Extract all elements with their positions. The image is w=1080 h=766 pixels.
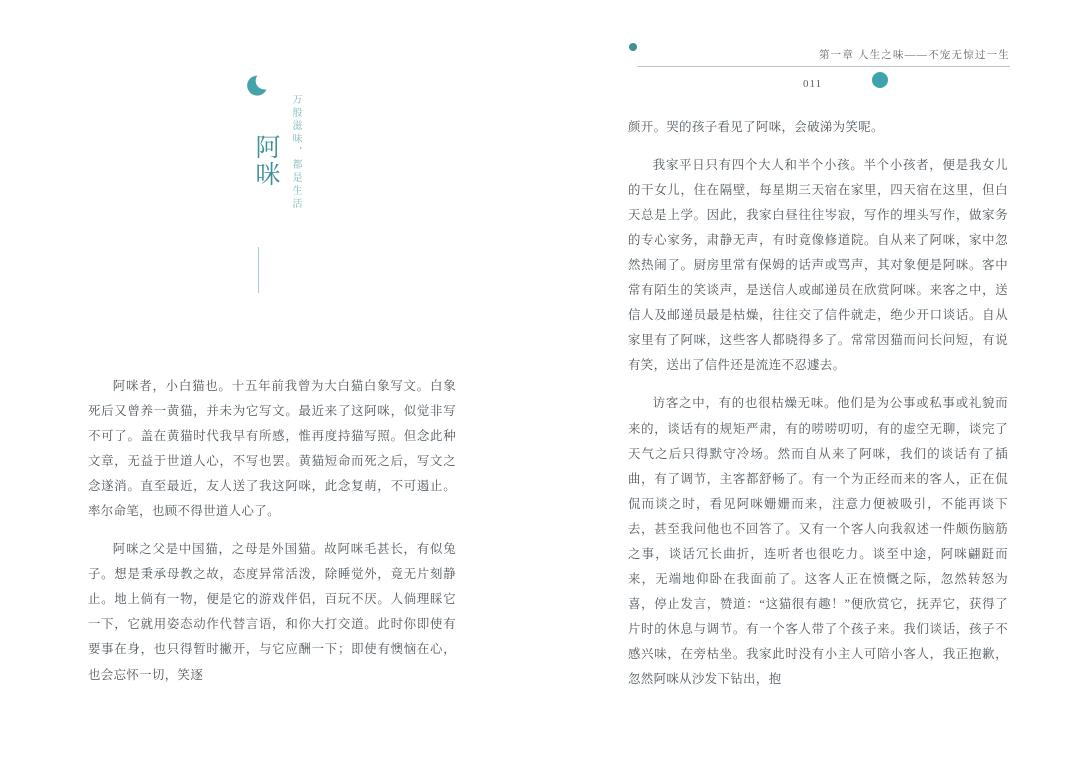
paragraph: 阿咪之父是中国猫，之母是外国猫。故阿咪毛甚长，有似兔子。想是秉承母教之故，态度异常活泼，除睡觉外，竟无片刻静止。地上倘有一物，便是它的游戏伴侣，百玩不厌。人倘理睬它一下，它就用姿态动作代替言语，和你大打交道。此时你即使有要事在身，也只得暂时撇开，与它应酬一下；即使有懊恼在心，也会忘怀一切，笑逐 (88, 542, 456, 682)
page-number: 011 (803, 78, 823, 90)
right-page (540, 0, 1080, 766)
paragraph: 颜开。哭的孩子看见了阿咪，会破涕为笑呢。 (628, 120, 884, 134)
crescent-moon-icon (246, 72, 272, 98)
left-page-body (88, 374, 456, 701)
header-dot-icon (629, 43, 637, 51)
header-divider (637, 66, 1010, 67)
paragraph: 阿咪者，小白猫也。十五年前我曾为大白猫白象写文。白象死后又曾养一黄猫，并未为它写文。最近来了这阿咪，似觉非写不可了。盖在黄猫时代我早有所感，惟再度持猫写照。但念此种文章，无益于世道人心，不写也罢。黄猫短命而死之后，写文之念遂消。直至最近，友人送了我这阿咪，此念复萌，不可遏止。率尔命笔，也顾不得世道人心了。 (88, 379, 456, 519)
page-number-dot-icon (872, 72, 888, 88)
chapter-title: 阿咪 (252, 134, 279, 188)
paragraph: 我家平日只有四个大人和半个小孩。半个小孩者，便是我女儿的干女儿，住在隔壁，每星期三天宿在家里，四天宿在这里，但白天总是上学。因此，我家白昼往往岑寂，写作的埋头写作，做家务的专心家务，肃静无声，有时竟像修道院。自从来了阿咪，家中忽然热闹了。厨房里常有保姆的话声或骂声，其对象便是阿咪。客中常有陌生的笑谈声，是送信人或邮递员在欣赏阿咪。来客之中，送信人及邮递员最是枯燥，往往交了信件就走，绝少开口谈话。自从家里有了阿咪，这些客人都晓得多了。常常因猫而问长问短，有说有笑，送出了信件还是流连不忍遽去。 (628, 158, 1008, 373)
paragraph: 访客之中，有的也很枯燥无味。他们是为公事或私事或礼貌而来的，谈话有的规矩严肃，有的唠唠叨叨，有的虚空无聊，谈完了天气之后只得默守冷场。然而自从来了阿咪，我们的谈话有了插曲，有了调节，主客都舒畅了。有一个为正经而来的客人，正在侃侃而谈之时，看见阿咪姗姗而来，注意力便被吸引，不能再谈下去，甚至我问他也不回答了。又有一个客人向我叙述一件颇伤脑筋之事，谈话冗长曲折，连听者也很吃力。谈至中途，阿咪翩跹而来，无端地仰卧在我面前了。这客人正在愤慨之际，忽然转怒为喜，停止发言，赞道：“这猫很有趣！”便欣赏它，抚弄它，获得了片时的休息与调节。有一个客人带了个孩子来。我们谈话，孩子不感兴味，在旁枯坐。我家此时没有小主人可陪小客人，我正抱歉，忽然阿咪从沙发下钻出，抱 (628, 396, 1008, 686)
running-head: 第一章 人生之味——不宠无惊过一生 (818, 50, 1010, 61)
chapter-subtitle: 万般滋味，都是生活 (290, 94, 301, 211)
chapter-opener (232, 72, 362, 312)
opener-divider (258, 247, 259, 293)
right-page-body (628, 115, 1008, 705)
